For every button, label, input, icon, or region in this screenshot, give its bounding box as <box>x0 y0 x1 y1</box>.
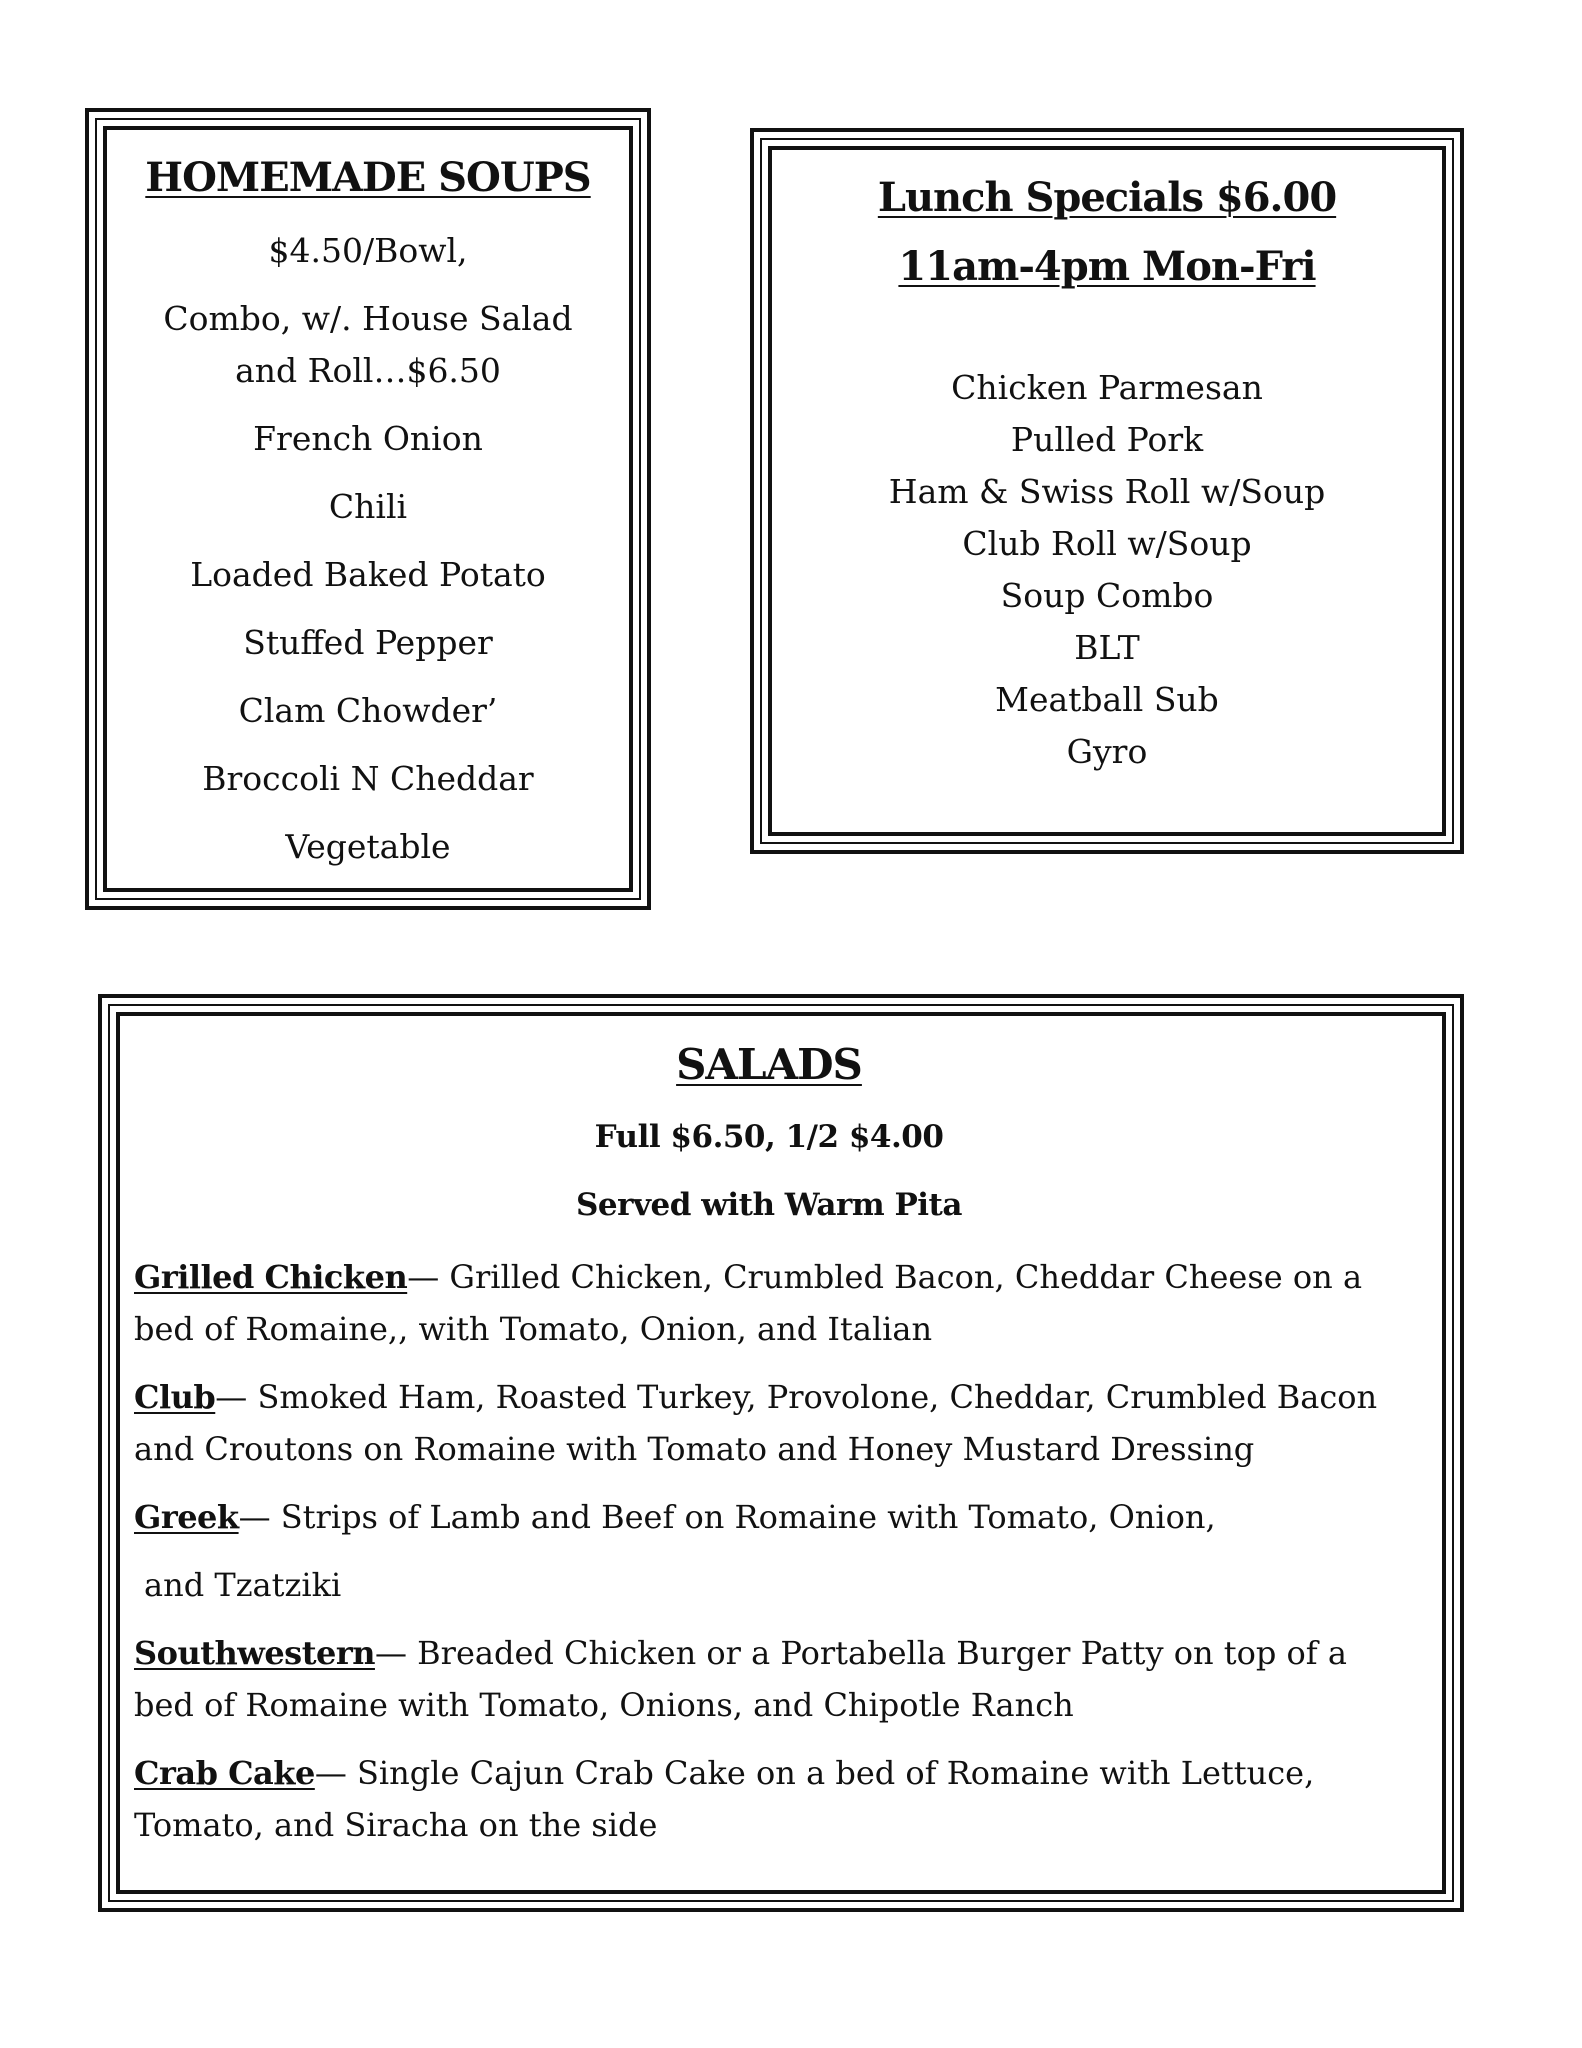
salad-entry-grilled-chicken <box>134 1251 1404 1355</box>
salad-description: — Smoked Ham, Roasted Turkey, Provolone, Cheddar, Crumbled Bacon and Croutons on Romaine with Tomato and Honey Mustard Dressing <box>134 1378 1378 1468</box>
salad-description: — Grilled Chicken, Crumbled Bacon, Cheddar Cheese on a bed of Romaine,, with Tomato, Onion, and Italian <box>134 1258 1363 1348</box>
lunch-item: Pulled Pork <box>1010 420 1204 459</box>
lunch-title: Lunch Specials $6.00 <box>877 174 1337 221</box>
lunch-specials-panel <box>750 128 1464 854</box>
salad-description: — Breaded Chicken or a Portabella Burger Patty on top of a bed of Romaine with Tomato, Onions, and Chipotle Ranch <box>134 1634 1347 1724</box>
lunch-item: BLT <box>1074 628 1140 667</box>
soups-panel <box>85 108 651 910</box>
soups-combo: Combo, w/. House Salad and Roll…$6.50 <box>163 299 573 390</box>
salads-price: Full $6.50, 1/2 $4.00 <box>594 1119 944 1155</box>
soup-item: Vegetable <box>285 827 451 866</box>
salad-name: Crab Cake <box>134 1754 315 1792</box>
soup-item: French Onion <box>253 419 483 458</box>
salad-name: Grilled Chicken <box>134 1258 408 1296</box>
lunch-panel-content <box>768 146 1446 836</box>
salads-served-note: Served with Warm Pita <box>576 1187 962 1223</box>
lunch-panel-inner-border <box>760 138 1454 844</box>
lunch-item: Gyro <box>1066 732 1148 771</box>
lunch-list <box>772 362 1442 778</box>
salads-panel-inner-border <box>108 1004 1454 1902</box>
lunch-item: Soup Combo <box>1000 576 1214 615</box>
soups-panel-content <box>103 126 633 892</box>
soup-item: Loaded Baked Potato <box>190 555 546 594</box>
salad-entry-southwestern <box>134 1627 1404 1731</box>
lunch-item: Club Roll w/Soup <box>962 524 1252 563</box>
salad-name: Greek <box>134 1498 239 1536</box>
salads-panel-content <box>116 1012 1446 1894</box>
lunch-item: Ham & Swiss Roll w/Soup <box>888 472 1326 511</box>
soup-item: Broccoli N Cheddar <box>202 759 534 798</box>
lunch-item: Chicken Parmesan <box>951 368 1263 407</box>
salads-title: SALADS <box>676 1040 862 1089</box>
lunch-item: Meatball Sub <box>995 680 1219 719</box>
salad-description: — Strips of Lamb and Beef on Romaine with Tomato, Onion, <box>238 1498 1216 1536</box>
salad-entry-crab-cake <box>134 1747 1404 1851</box>
soups-list <box>107 413 629 873</box>
salad-entry-greek <box>134 1491 1404 1611</box>
salad-name: Southwestern <box>134 1634 375 1672</box>
salads-panel <box>98 994 1464 1912</box>
salad-entry-club <box>134 1371 1404 1475</box>
soups-price: $4.50/Bowl, <box>268 231 468 270</box>
soup-item: Stuffed Pepper <box>243 623 493 662</box>
salad-name: Club <box>134 1378 216 1416</box>
soup-item: Clam Chowder’ <box>238 691 498 730</box>
salad-description: — Single Cajun Crab Cake on a bed of Romaine with Lettuce, Tomato, and Siracha on the side <box>134 1754 1315 1844</box>
soups-title: HOMEMADE SOUPS <box>145 154 591 201</box>
lunch-hours: 11am-4pm Mon-Fri <box>898 243 1316 290</box>
salad-description-continued: and Tzatziki <box>144 1566 342 1604</box>
soups-panel-inner-border <box>95 118 641 900</box>
soup-item: Chili <box>328 487 408 526</box>
